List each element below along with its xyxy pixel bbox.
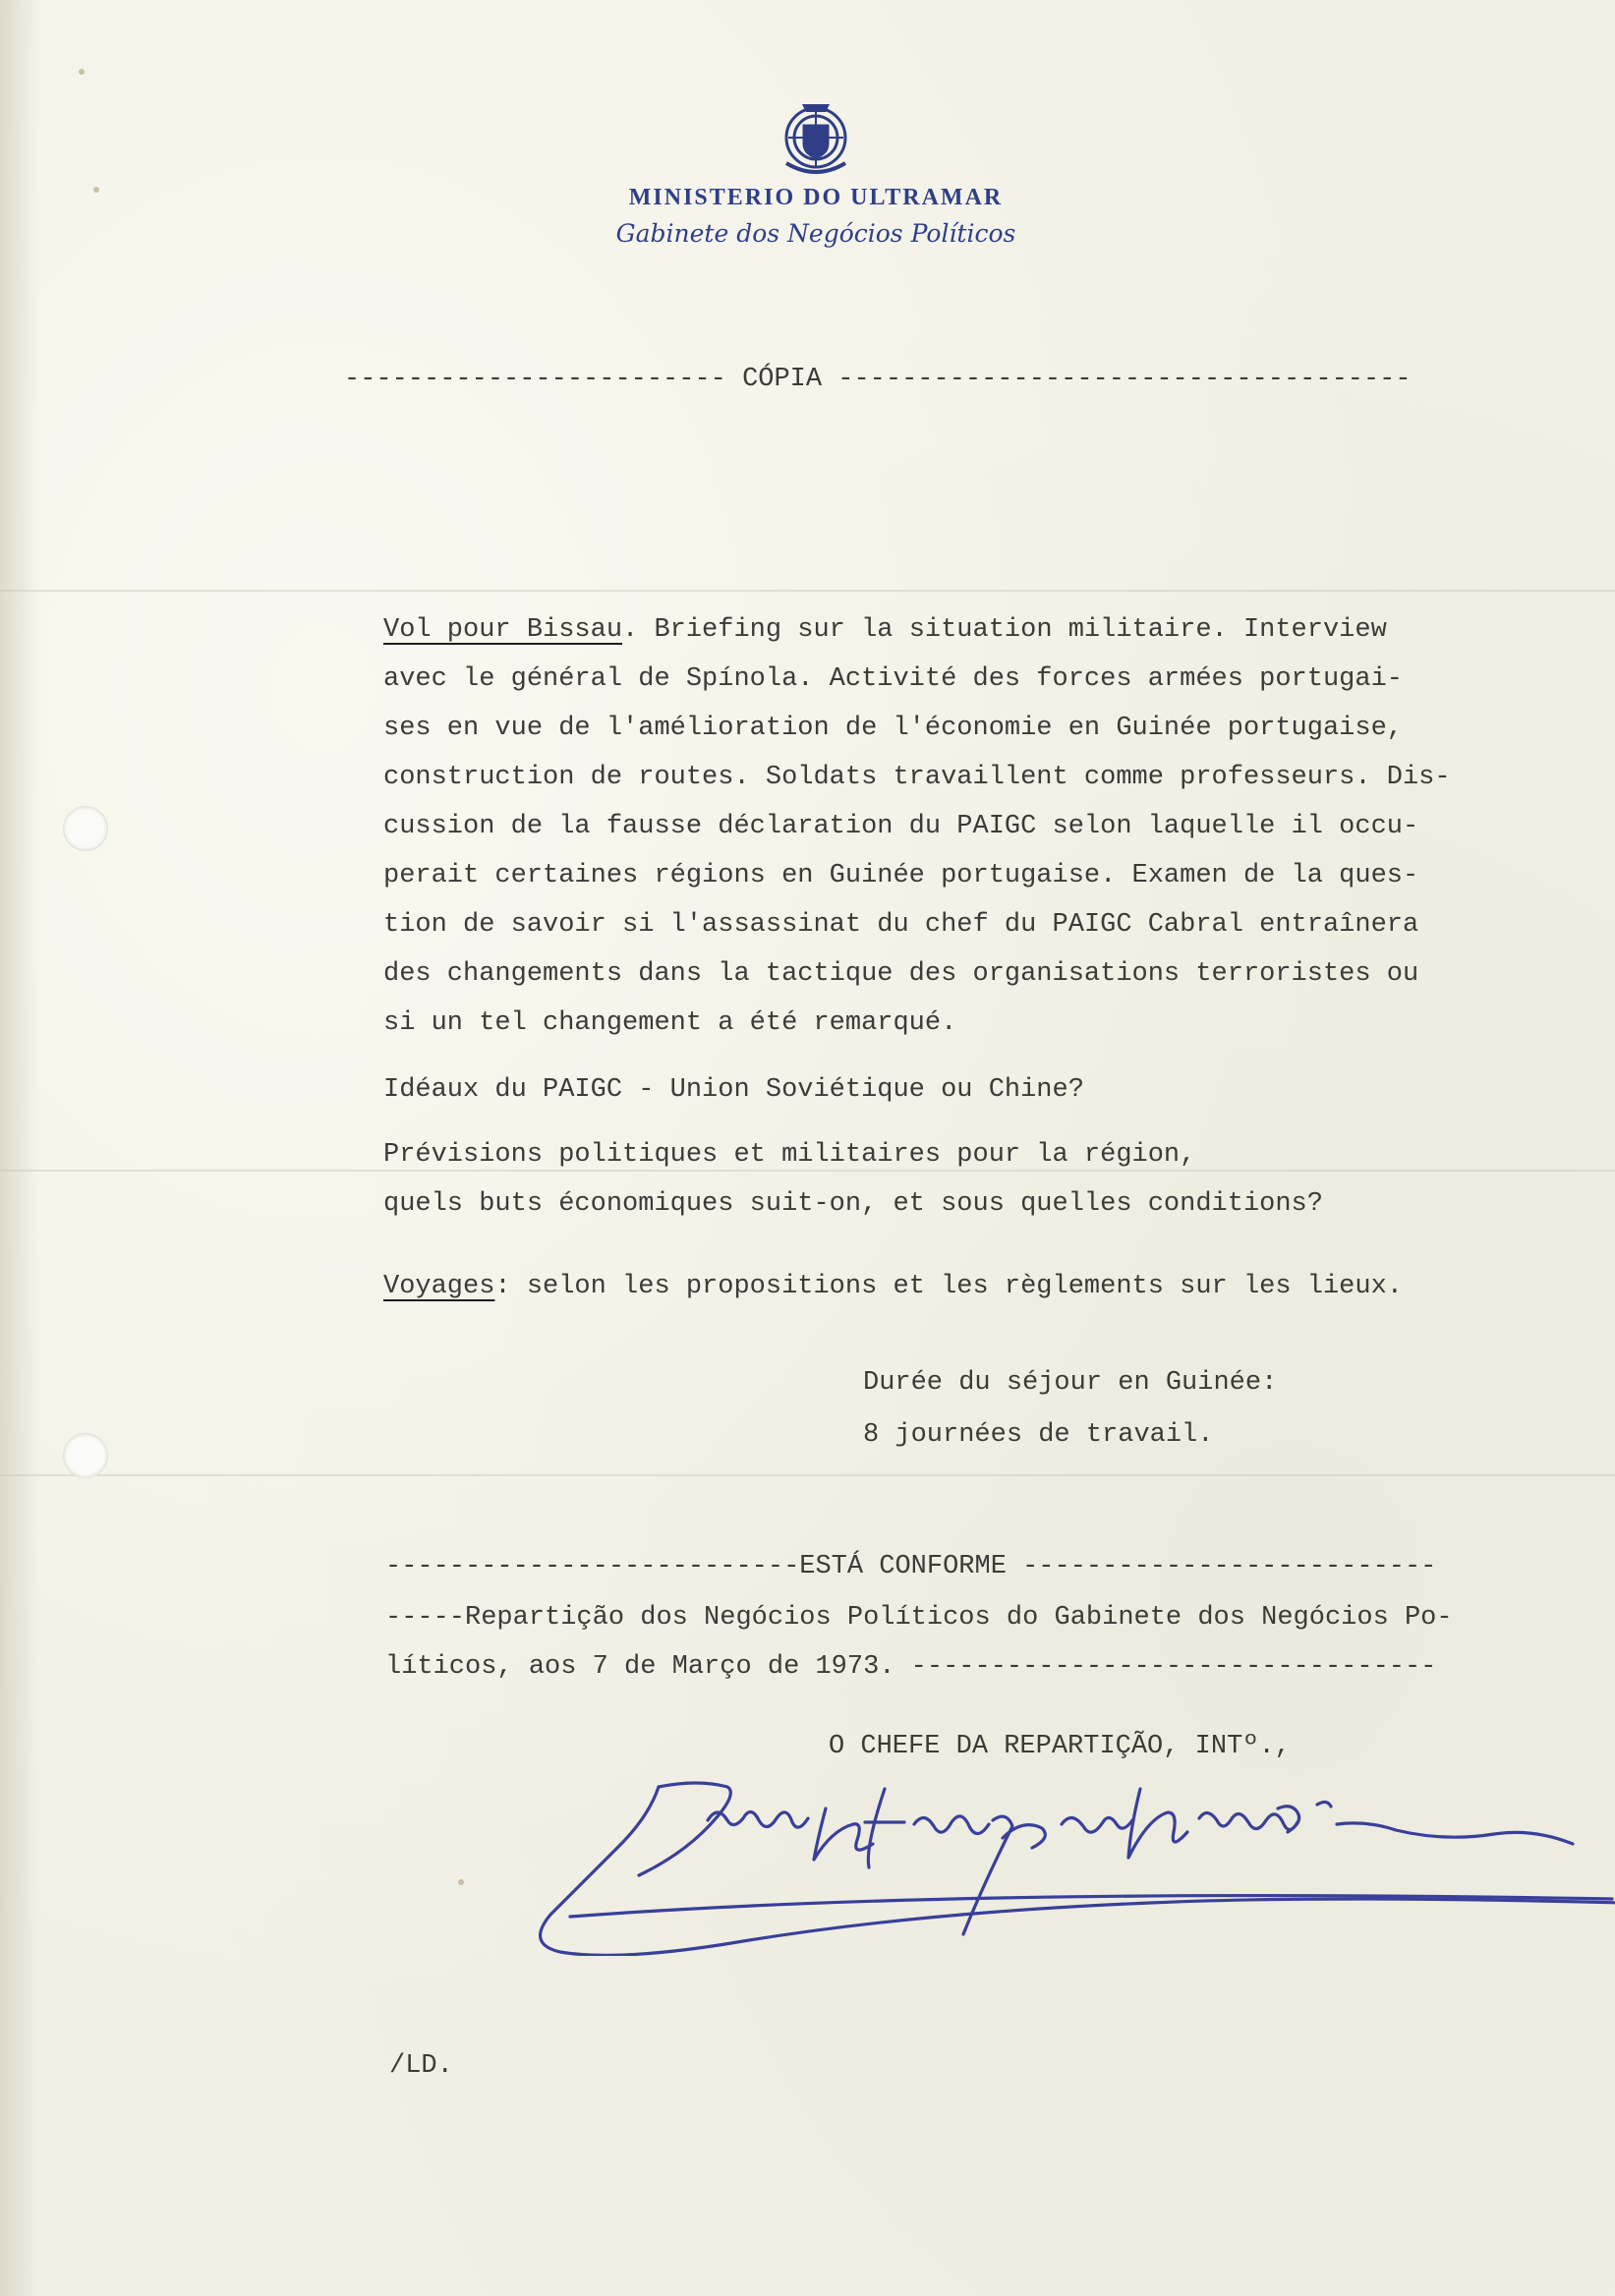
body-line: construction de routes. Soldats travaillent comme professeurs. Dis- xyxy=(383,763,1451,792)
paper-fold xyxy=(0,590,1615,592)
body-line: des changements dans la tactique des organisations terroristes ou xyxy=(383,959,1419,989)
paper-spot xyxy=(458,1879,464,1885)
body-line: avec le général de Spínola. Activité des forces armées portugai- xyxy=(383,664,1403,694)
body-line: si un tel changement a été remarqué. xyxy=(383,1008,957,1038)
forecast-line: Prévisions politiques et militaires pour la région, xyxy=(383,1140,1196,1170)
paper-fold xyxy=(0,1474,1615,1476)
conformity-header: --------------------------ESTÁ CONFORME -------------------------- xyxy=(385,1552,1437,1581)
reference-initials: /LD. xyxy=(389,2051,453,2081)
travel-text: : selon les propositions et les règlements sur les lieux. xyxy=(494,1272,1403,1301)
body-line: ses en vue de l'amélioration de l'économie en Guinée portugaise, xyxy=(383,714,1403,743)
paper-spot xyxy=(93,187,99,193)
body-line: perait certaines régions en Guinée portugaise. Examen de la ques- xyxy=(383,861,1419,890)
ideals-question: Idéaux du PAIGC - Union Soviétique ou Chine? xyxy=(383,1075,1084,1105)
travel-label: Voyages xyxy=(383,1272,495,1301)
body-line-text: . Briefing sur la situation militaire. Interview xyxy=(622,615,1387,645)
coat-of-arms-icon xyxy=(767,98,865,179)
paper-edge-shadow xyxy=(0,0,39,2296)
paper-spot xyxy=(79,69,85,75)
letterhead xyxy=(550,98,1081,248)
ministry-name: MINISTERIO DO ULTRAMAR xyxy=(628,185,1004,210)
chief-title: O CHEFE DA REPARTIÇÃO, INTº., xyxy=(829,1732,1291,1761)
cabinet-name: Gabinete dos Negócios Políticos xyxy=(615,219,1016,248)
body-line: cussion de la fausse déclaration du PAIGC selon laquelle il occu- xyxy=(383,812,1419,841)
copy-label: ------------------------ CÓPIA ------------------------------------ xyxy=(344,365,1412,394)
body-line: tion de savoir si l'assassinat du chef du PAIGC Cabral entraînera xyxy=(383,910,1419,940)
punch-hole xyxy=(63,1433,108,1478)
conformity-line: -----Repartição dos Negócios Políticos do Gabinete dos Negócios Po- xyxy=(385,1603,1453,1633)
body-line xyxy=(383,616,1387,644)
travel-line xyxy=(383,1273,1403,1300)
punch-hole xyxy=(63,806,108,851)
conformity-line: líticos, aos 7 de Março de 1973. --------------------------------- xyxy=(385,1652,1437,1682)
paper-fold xyxy=(0,1170,1615,1172)
duration-line: Durée du séjour en Guinée: xyxy=(863,1368,1278,1398)
handwritten-signature xyxy=(531,1769,1615,1956)
forecast-line: quels buts économiques suit-on, et sous quelles conditions? xyxy=(383,1189,1323,1219)
duration-line: 8 journées de travail. xyxy=(863,1420,1214,1450)
body-line-prefix: Vol pour Bissau xyxy=(383,615,623,645)
